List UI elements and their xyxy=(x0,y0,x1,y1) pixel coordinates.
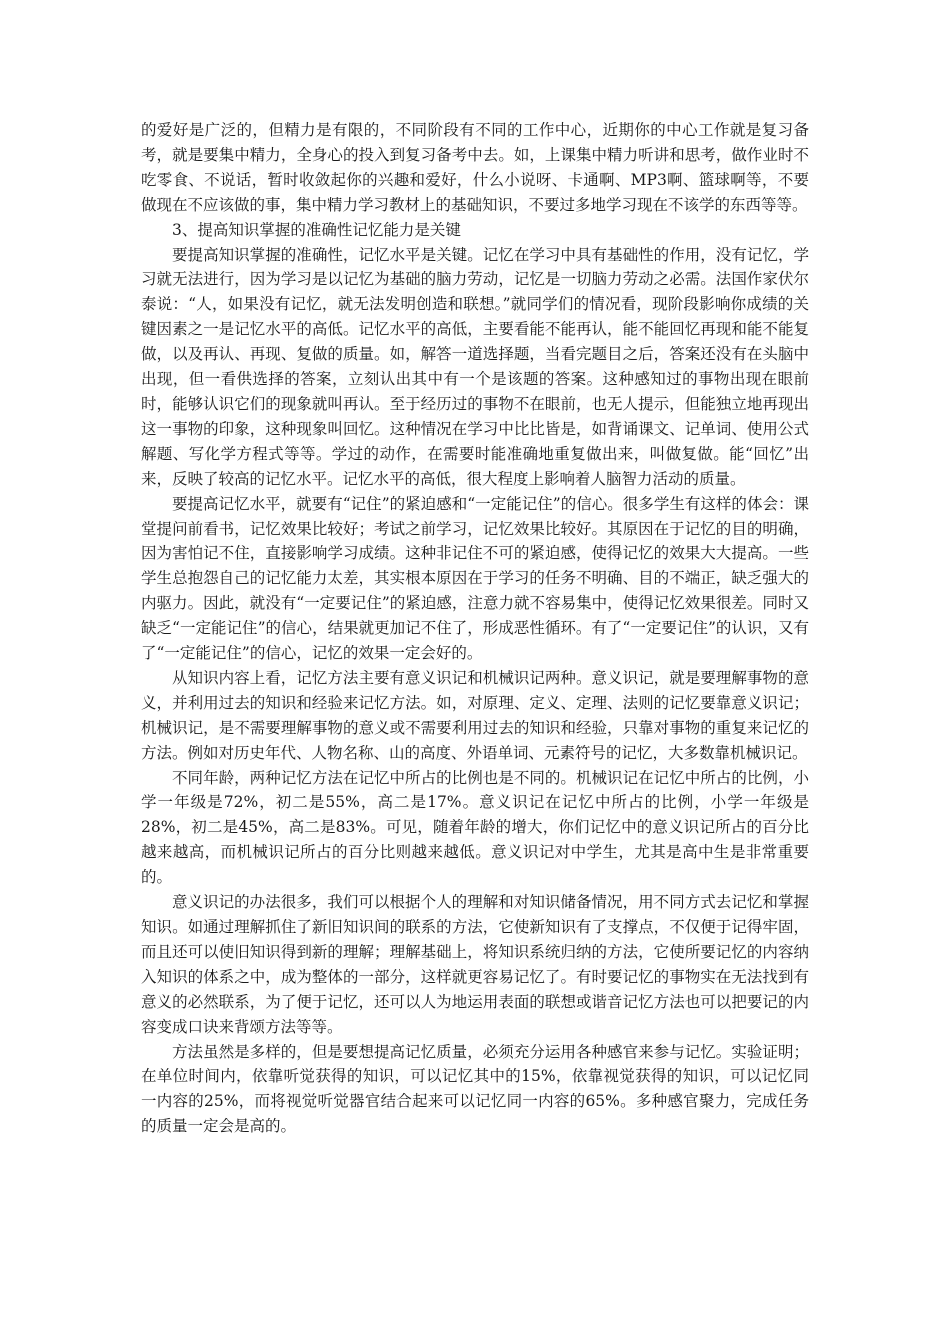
paragraph-age-proportions: 不同年龄，两种记忆方法在记忆中所占的比例也是不同的。机械识记在记忆中所占的比例，小学一年级是72%，初二是55%，高二是17%。意义识记在记忆中所占的比例，小学一年级是28%，初二是45%，高二是83%。可见，随着年龄的增大，你们记忆中的意义识记所占的百分比越来越高，而机械识记所占的百分比则越来越低。意义识记对中学生，尤其是高中生是非常重要的。 xyxy=(141,768,809,887)
section-heading: 3、提高知识掌握的准确性记忆能力是关键 xyxy=(172,220,461,239)
paragraph-memory-methods: 从知识内容上看，记忆方法主要有意义识记和机械识记两种。意义识记，就是要理解事物的意义，并利用过去的知识和经验来记忆方法。如，对原理、定义、定理、法则的记忆要靠意义识记；机械识记，是不需要理解事物的意义或不需要利用过去的知识和经验，只靠对事物的重复来记忆的方法。例如对历史年代、人物名称、山的高度、外语单词、元素符号的记忆，大多数靠机械识记。 xyxy=(141,668,809,762)
paragraph-continued: 的爱好是广泛的，但精力是有限的，不同阶段有不同的工作中心，近期你的中心工作就是复习备考，就是要集中精力，全身心的投入到复习备考中去。如，上课集中精力听讲和思考，做作业时不吃零食、不说话，暂时收敛起你的兴趣和爱好，什么小说呀、卡通啊、MP3啊、篮球啊等，不要做现在不应该做的事，集中精力学习教材上的基础知识，不要过多地学习现在不该学的东西等等。 xyxy=(141,121,809,214)
paragraph-urgency-confidence: 要提高记忆水平，就要有“记住”的紧迫感和“一定能记住”的信心。很多学生有这样的体会：课堂提问前看书，记忆效果比较好；考试之前学习，记忆效果比较好。其原因在于记忆的目的明确，因为害怕记不住，直接影响学习成绩。这种非记住不可的紧迫感，使得记忆的效果大大提高。一些学生总抱怨自己的记忆能力太差，其实根本原因在于学习的任务不明确、目的不端正，缺乏强大的内驱力。因此，就没有“一定要记住”的紧迫感，注意力就不容易集中，使得记忆效果很差。同时又缺乏“一定能记住”的信心，结果就更加记不住了，形成恶性循环。有了“一定要记住”的认识，又有了“一定能记住”的信心，记忆的效果一定会好的。 xyxy=(141,494,809,663)
paragraph-meaningful-memory: 意义识记的办法很多，我们可以根据个人的理解和对知识储备情况，用不同方式去记忆和掌握知识。如通过理解抓住了新旧知识间的联系的方法，它使新知识有了支撑点，不仅便于记得牢固，而且还可以使旧知识得到新的理解；理解基础上，将知识系统归纳的方法，它使所要记忆的内容纳入知识的体系之中，成为整体的一部分，这样就更容易记忆了。有时要记忆的事物实在无法找到有意义的必然联系，为了便于记忆，还可以人为地运用表面的联想或谐音记忆方法也可以把要记的内容变成口诀来背颂方法等等。 xyxy=(141,893,809,1036)
document-body xyxy=(141,118,809,1139)
paragraph-memory-level: 要提高知识掌握的准确性，记忆水平是关键。记忆在学习中具有基础性的作用，没有记忆，学习就无法进行，因为学习是以记忆为基础的脑力劳动，记忆是一切脑力劳动之必需。法国作家伏尔泰说：“人，如果没有记忆，就无法发明创造和联想。”就同学们的情况看，现阶段影响你成绩的关键因素之一是记忆水平的高低。记忆水平的高低，主要看能不能再认，能不能回忆再现和能不能复做，以及再认、再现、复做的质量。如，解答一道选择题，当看完题目之后，答案还没有在头脑中出现，但一看供选择的答案，立刻认出其中有一个是该题的答案。这种感知过的事物出现在眼前时，能够认识它们的现象就叫再认。至于经历过的事物不在眼前，也无人提示，但能独立地再现出这一事物的印象，这种现象叫回忆。这种情况在学习中比比皆是，如背诵课文、记单词、使用公式解题、写化学方程式等等。学过的动作，在需要时能准确地重复做出来，叫做复做。能“回忆”出来，反映了较高的记忆水平。记忆水平的高低，很大程度上影响着人脑智力活动的质量。 xyxy=(141,245,809,488)
paragraph-senses: 方法虽然是多样的，但是要想提高记忆质量，必须充分运用各种感官来参与记忆。实验证明；在单位时间内，依靠听觉获得的知识，可以记忆其中的15%，依靠视觉获得的知识，可以记忆同一内容的25%，而将视觉听觉器官结合起来可以记忆同一内容的65%。多种感官聚力，完成任务的质量一定会是高的。 xyxy=(141,1042,809,1136)
